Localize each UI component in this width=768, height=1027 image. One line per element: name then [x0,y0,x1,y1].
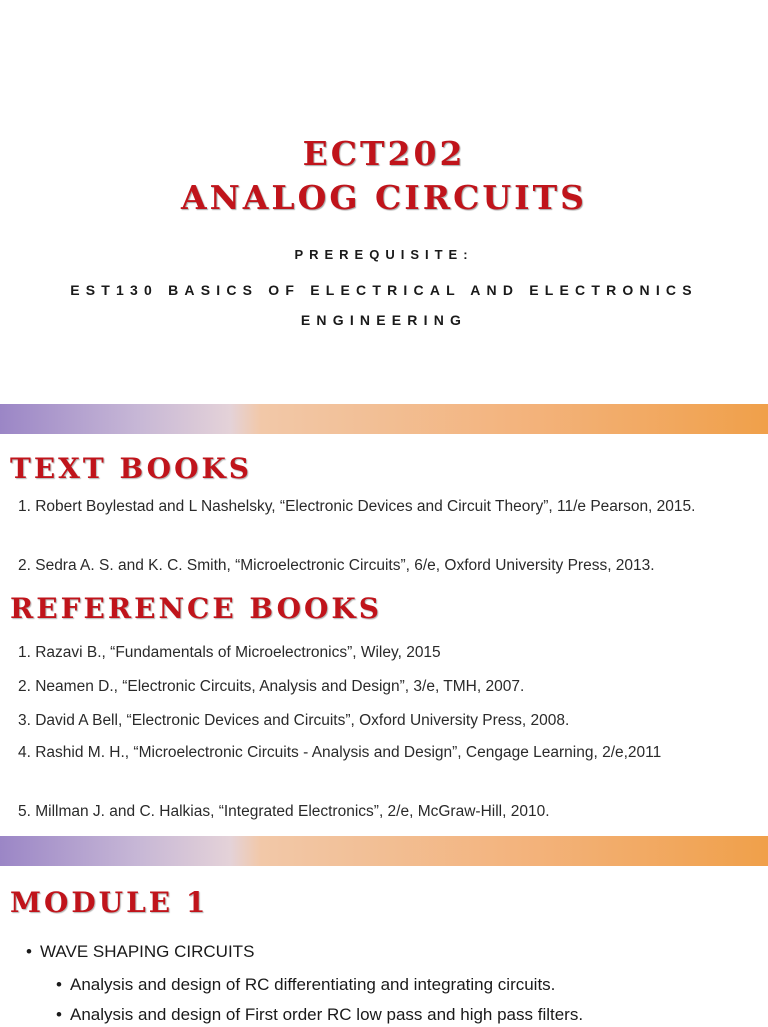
reference-book-item: 1. Razavi B., “Fundamentals of Microelectronics”, Wiley, 2015 [18,644,441,661]
module-subtopic-bullet [56,1003,583,1027]
text-book-item: 1. Robert Boylestad and L Nashelsky, “Electronic Devices and Circuit Theory”, 11/e Pearson, 2015. [18,498,696,515]
reference-book-item: 4. Rashid M. H., “Microelectronic Circuits - Analysis and Design”, Cengage Learning, 2/e,2011 [18,744,662,761]
reference-books-heading: REFERENCE BOOKS [10,592,382,625]
text-book-item: 2. Sedra A. S. and K. C. Smith, “Microelectronic Circuits”, 6/e, Oxford University Press, 2013. [18,557,655,574]
books-slide [0,434,768,836]
course-code: ECT202 [302,134,466,173]
module-topic-bullet [26,940,254,964]
bullet-dot: • [26,942,32,961]
prerequisite-course-line-2: ENGINEERING [300,312,468,328]
module-slide [0,866,768,1024]
module-subtopic-text: Analysis and design of First order RC low pass and high pass filters. [70,1005,584,1024]
reference-book-item: 5. Millman J. and C. Halkias, “Integrated Electronics”, 2/e, McGraw-Hill, 2010. [18,803,550,820]
module-subtopic-text: Analysis and design of RC differentiating and integrating circuits. [70,975,556,994]
bullet-dot: • [56,975,62,994]
prerequisite-label: PREREQUISITE: [294,247,474,262]
module-topic-text: WAVE SHAPING CIRCUITS [40,942,255,961]
prerequisite-course-line-1: EST130 BASICS OF ELECTRICAL AND ELECTRONICS [70,282,698,298]
slide-separator-band [0,836,768,866]
bullet-dot: • [56,1005,62,1024]
slide-separator-band [0,404,768,434]
module-subtopic-bullet [56,973,555,997]
reference-book-item: 3. David A Bell, “Electronic Devices and Circuits”, Oxford University Press, 2008. [18,712,570,729]
title-slide [0,0,768,404]
reference-book-item: 2. Neamen D., “Electronic Circuits, Analysis and Design”, 3/e, TMH, 2007. [18,678,525,695]
module-heading: MODULE 1 [10,886,209,919]
course-name: ANALOG CIRCUITS [181,178,587,217]
text-books-heading: TEXT BOOKS [10,452,253,485]
